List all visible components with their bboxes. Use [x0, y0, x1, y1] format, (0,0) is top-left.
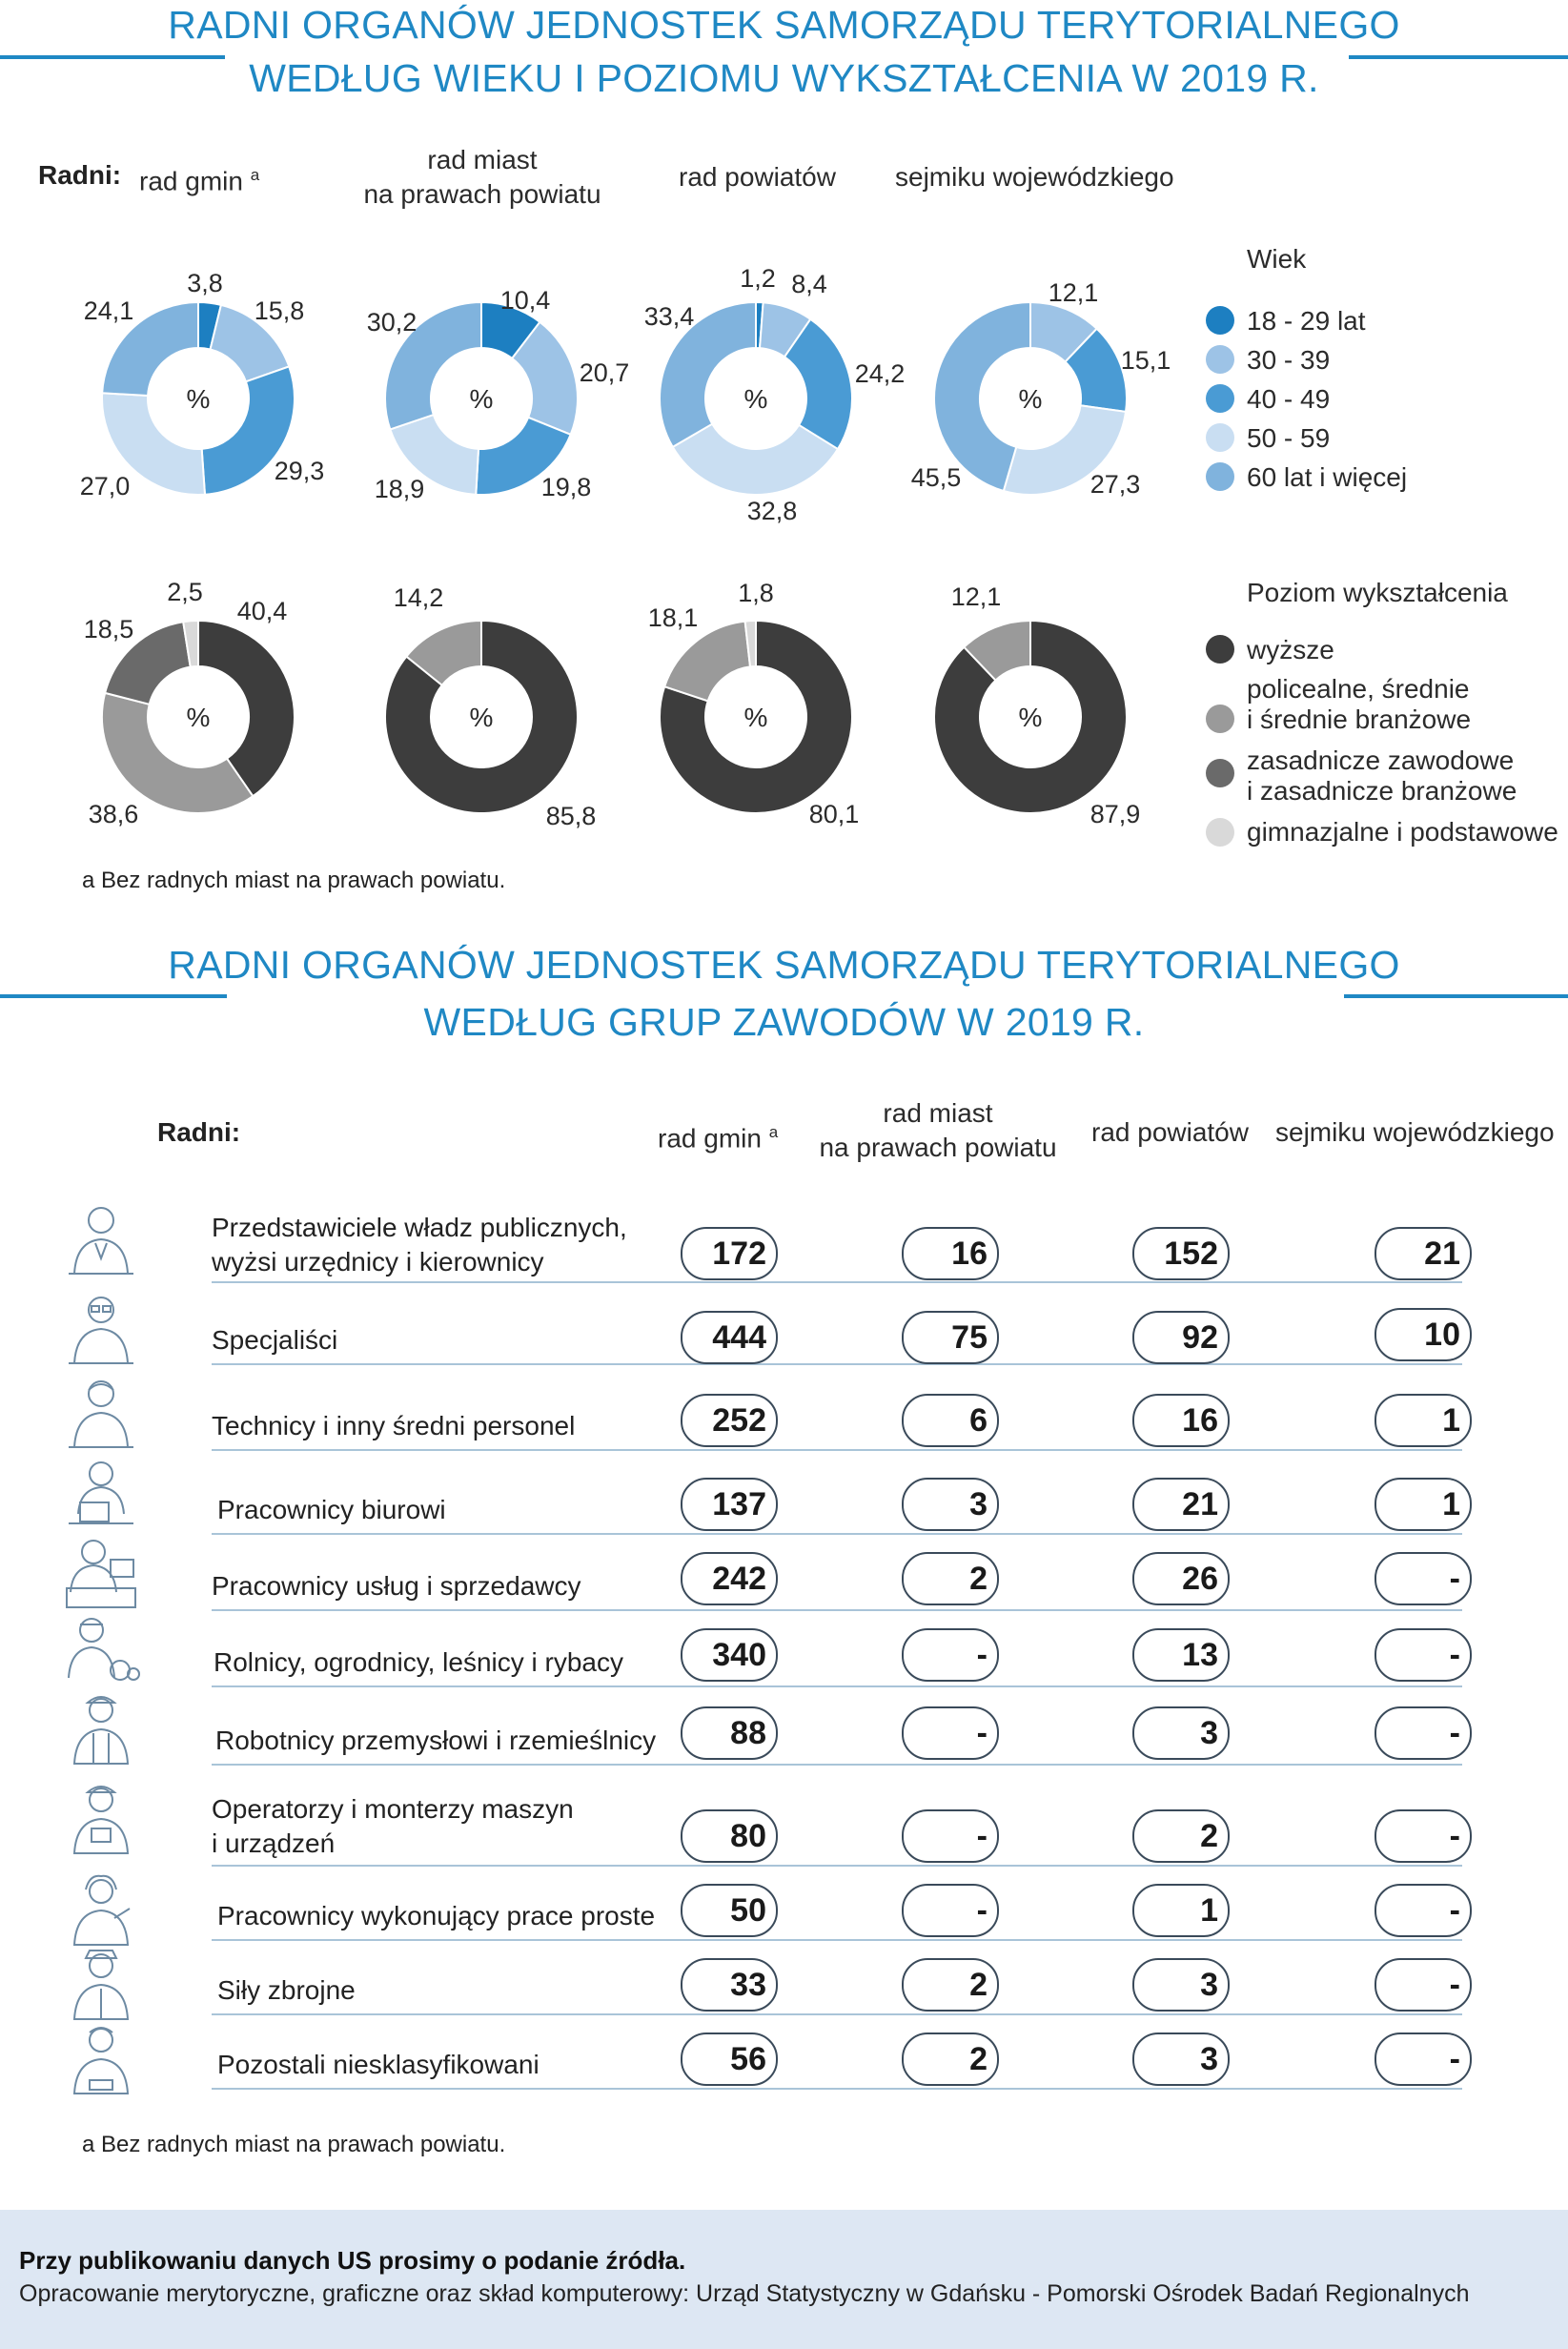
edu-slice-rad-powiatow-1 [664, 622, 750, 702]
row-divider [212, 1865, 1462, 1867]
value-rad-gmin: 33 [681, 1958, 778, 2012]
row-divider [212, 1609, 1462, 1611]
occ-col-header-rad-powiatow: rad powiatów [1091, 1117, 1249, 1147]
age-value-label-rad-powiatow-4: 33,4 [643, 302, 695, 331]
edu-legend-label-zasadnicze-1: zasadnicze zawodowe [1247, 746, 1515, 775]
value-rad-miast: - [902, 1884, 999, 1937]
age-value-label-rad-miast-1: 20,7 [579, 358, 630, 387]
section1-title-line1: RADNI ORGANÓW JEDNOSTEK SAMORZĄDU TERYTORIALNEGO [168, 3, 1400, 47]
occ-label-6: Robotnicy przemysłowi i rzemieślnicy [215, 1726, 657, 1755]
occ-label-7b: i urządzeń [212, 1828, 336, 1858]
row-divider [212, 1764, 1462, 1766]
age-center-label-sejmiku: % [1018, 384, 1043, 414]
edu-value-label-rad-gmin-3: 2,5 [167, 578, 203, 606]
value-rad-powiatow: 1 [1132, 1884, 1230, 1937]
occ-col-header-rad-miast-line1: rad miast [883, 1098, 993, 1128]
value-rad-gmin: 80 [681, 1809, 778, 1863]
value-rad-miast: 6 [902, 1394, 999, 1447]
occ-col-header-rad-gmin-text: rad gmin [658, 1123, 762, 1154]
age-legend-dot-50-59 [1206, 423, 1234, 452]
value-rad-miast: 2 [902, 1552, 999, 1605]
occ-col-header-rad-gmin-sup: a [768, 1123, 779, 1141]
edu-center-label-rad-powiatow: % [743, 703, 768, 732]
age-value-label-rad-powiatow-0: 1,2 [740, 264, 776, 293]
occ-label-3: Pracownicy biurowi [217, 1495, 446, 1524]
value-rad-gmin: 137 [681, 1478, 778, 1531]
value-rad-miast: - [902, 1628, 999, 1682]
col-header-sejmiku: sejmiku wojewódzkiego [895, 162, 1174, 192]
value-sejmiku: - [1375, 1628, 1472, 1682]
age-legend-label-18-29: 18 - 29 lat [1247, 306, 1366, 336]
col-header-rad-miast-line1: rad miast [427, 145, 538, 174]
radni-label: Radni: [38, 160, 122, 190]
edu-value-label-sejmiku-1: 12,1 [950, 582, 1002, 611]
age-center-label-rad-miast: % [469, 384, 494, 414]
row-divider [212, 1363, 1462, 1365]
age-legend-title: Wiek [1247, 244, 1307, 274]
technician-person-icon [61, 1373, 141, 1449]
edu-value-label-rad-gmin-0: 40,4 [236, 597, 288, 625]
age-value-label-rad-miast-4: 30,2 [366, 308, 417, 337]
edu-legend-title: Poziom wykształcenia [1247, 578, 1508, 607]
value-sejmiku: 1 [1375, 1394, 1472, 1447]
age-legend-dot-30-39 [1206, 345, 1234, 374]
occ-label-8: Pracownicy wykonujący prace proste [217, 1901, 656, 1930]
section1-footnote: a Bez radnych miast na prawach powiatu. [82, 868, 506, 893]
occ-label-4: Pracownicy usług i sprzedawcy [212, 1571, 581, 1601]
edu-legend-label-gimnazjalne: gimnazjalne i podstawowe [1247, 817, 1558, 847]
value-rad-miast: - [902, 1706, 999, 1760]
edu-legend-label-policealne-2: i średnie branżowe [1247, 705, 1472, 734]
age-value-label-sejmiku-2: 15,1 [1120, 346, 1171, 375]
age-legend-dot-40-49 [1206, 384, 1234, 413]
occ-col-header-rad-miast [814, 1096, 1062, 1165]
age-legend-label-50-59: 50 - 59 [1247, 423, 1331, 453]
col-header-rad-powiatow: rad powiatów [679, 162, 836, 192]
row-divider [212, 2088, 1462, 2090]
soldier-icon [61, 1945, 141, 2021]
value-rad-powiatow: 3 [1132, 1958, 1230, 2012]
age-value-label-sejmiku-1: 12,1 [1048, 278, 1099, 307]
craftsman-icon [61, 1689, 141, 1766]
value-sejmiku: - [1375, 2032, 1472, 2086]
edu-legend-label-zasadnicze-2: i zasadnicze branżowe [1247, 776, 1517, 806]
value-rad-gmin: 88 [681, 1706, 778, 1760]
age-value-label-rad-miast-3: 18,9 [374, 475, 425, 503]
value-rad-miast: 2 [902, 1958, 999, 2012]
occ-col-header-rad-miast-line2: na prawach powiatu [819, 1133, 1057, 1162]
value-sejmiku: - [1375, 1552, 1472, 1605]
occ-label-0a: Przedstawiciele władz publicznych, [212, 1213, 627, 1242]
section2-title-line1: RADNI ORGANÓW JEDNOSTEK SAMORZĄDU TERYTORIALNEGO [168, 943, 1400, 987]
value-rad-gmin: 340 [681, 1628, 778, 1682]
age-value-label-rad-gmin-1: 15,8 [254, 296, 305, 325]
edu-value-label-rad-powiatow-0: 80,1 [808, 800, 860, 828]
edu-value-label-rad-miast-1: 14,2 [393, 583, 444, 612]
edu-legend-label-policealne-1: policealne, średnie [1247, 674, 1470, 704]
col-header-rad-miast-line2: na prawach powiatu [363, 179, 601, 209]
footer-line1: Przy publikowaniu danych US prosimy o podanie źródła. [19, 2246, 686, 2275]
value-rad-powiatow: 2 [1132, 1809, 1230, 1863]
value-rad-miast: 2 [902, 2032, 999, 2086]
machine-operator-icon [61, 1779, 141, 1855]
edu-value-label-rad-powiatow-1: 18,1 [647, 603, 699, 632]
section2-title-line2: WEDŁUG GRUP ZAWODÓW W 2019 R. [423, 1000, 1145, 1044]
edu-legend-dot-gimnazjalne [1206, 818, 1234, 847]
edu-value-label-rad-gmin-1: 38,6 [88, 800, 139, 828]
age-value-label-rad-powiatow-2: 24,2 [854, 359, 906, 388]
edu-center-label-rad-gmin: % [186, 703, 211, 732]
row-divider [212, 2013, 1462, 2015]
value-rad-powiatow: 3 [1132, 2032, 1230, 2086]
official-person-icon [61, 1199, 141, 1276]
age-value-label-rad-gmin-4: 24,1 [83, 296, 134, 325]
age-center-label-rad-powiatow: % [743, 384, 768, 414]
age-value-label-rad-miast-2: 19,8 [540, 473, 592, 501]
footer-line2: Opracowanie merytoryczne, graficzne oraz skład komputerowy: Urząd Statystyczny w Gdańsku - Pomorski Ośrodek Badań Regionalnych [19, 2280, 1470, 2307]
occ-label-9: Siły zbrojne [217, 1975, 356, 2005]
other-person-icon [61, 2019, 141, 2095]
edu-value-label-sejmiku-0: 87,9 [1089, 800, 1141, 828]
age-center-label-rad-gmin: % [186, 384, 211, 414]
value-rad-powiatow: 152 [1132, 1227, 1230, 1280]
edu-legend-dot-wyzsze [1206, 635, 1234, 664]
value-sejmiku: - [1375, 1706, 1472, 1760]
age-value-label-rad-gmin-0: 3,8 [187, 269, 223, 297]
value-rad-powiatow: 13 [1132, 1628, 1230, 1682]
farmer-icon [61, 1611, 141, 1687]
value-rad-gmin: 56 [681, 2032, 778, 2086]
simple-worker-icon [61, 1870, 141, 1947]
edu-slice-rad-gmin-1 [102, 693, 253, 813]
value-rad-miast: - [902, 1809, 999, 1863]
edu-center-label-rad-miast: % [469, 703, 494, 732]
value-rad-gmin: 50 [681, 1884, 778, 1937]
value-rad-miast: 75 [902, 1311, 999, 1364]
row-divider [212, 1281, 1462, 1283]
value-rad-gmin: 444 [681, 1311, 778, 1364]
value-sejmiku: - [1375, 1958, 1472, 2012]
value-sejmiku: 1 [1375, 1478, 1472, 1531]
age-slice-rad-powiatow-3 [673, 424, 838, 495]
age-legend-dot-18-29 [1206, 306, 1234, 335]
row-divider [212, 1533, 1462, 1535]
edu-center-label-sejmiku: % [1018, 703, 1043, 732]
occ-label-10: Pozostali niesklasyfikowani [217, 2050, 540, 2079]
occ-label-1: Specjaliści [212, 1325, 338, 1355]
value-sejmiku: - [1375, 1809, 1472, 1863]
row-divider [212, 1939, 1462, 1941]
age-value-label-rad-miast-0: 10,4 [499, 286, 551, 315]
edu-value-label-rad-gmin-2: 18,5 [83, 615, 134, 643]
edu-value-label-rad-powiatow-3: 1,8 [738, 579, 774, 607]
specialist-person-icon [61, 1289, 141, 1365]
value-sejmiku: 21 [1375, 1227, 1472, 1280]
edu-value-label-rad-miast-0: 85,8 [545, 802, 597, 830]
occ-col-header-rad-gmin [658, 1115, 778, 1155]
age-value-label-rad-gmin-2: 29,3 [274, 457, 325, 485]
sales-worker-icon [61, 1535, 141, 1611]
age-legend-label-30-39: 30 - 39 [1247, 345, 1331, 375]
occ-col-header-sejmiku: sejmiku wojewódzkiego [1275, 1117, 1555, 1147]
value-rad-powiatow: 26 [1132, 1552, 1230, 1605]
value-rad-powiatow: 3 [1132, 1706, 1230, 1760]
age-legend-label-40-49: 40 - 49 [1247, 384, 1331, 414]
value-sejmiku: 10 [1375, 1308, 1472, 1361]
col-header-rad-gmin-sup: a [250, 166, 260, 184]
radni-label-2: Radni: [157, 1117, 241, 1147]
age-legend-dot-60-plus [1206, 462, 1234, 491]
value-rad-gmin: 172 [681, 1227, 778, 1280]
row-divider [212, 1685, 1462, 1687]
value-rad-powiatow: 16 [1132, 1394, 1230, 1447]
edu-legend-label-wyzsze: wyższe [1247, 635, 1334, 664]
value-rad-gmin: 242 [681, 1552, 778, 1605]
value-rad-miast: 3 [902, 1478, 999, 1531]
occ-label-7a: Operatorzy i monterzy maszyn [212, 1794, 574, 1824]
section2-footnote: a Bez radnych miast na prawach powiatu. [82, 2132, 506, 2157]
occ-label-0b: wyżsi urzędnicy i kierownicy [212, 1247, 544, 1277]
age-value-label-rad-gmin-3: 27,0 [79, 472, 131, 500]
occ-label-5: Rolnicy, ogrodnicy, leśnicy i rybacy [214, 1647, 624, 1677]
edu-legend-dot-policealne [1206, 705, 1234, 733]
value-sejmiku: - [1375, 1884, 1472, 1937]
office-worker-icon [61, 1457, 141, 1533]
row-divider [212, 1449, 1462, 1451]
col-header-rad-gmin-text: rad gmin [139, 166, 243, 196]
age-value-label-sejmiku-3: 27,3 [1089, 470, 1141, 499]
age-value-label-rad-powiatow-1: 8,4 [791, 270, 827, 298]
value-rad-powiatow: 92 [1132, 1311, 1230, 1364]
value-rad-gmin: 252 [681, 1394, 778, 1447]
footer [0, 2210, 1568, 2349]
section1-title-line2: WEDŁUG WIEKU I POZIOMU WYKSZTAŁCENIA W 2019 R. [249, 56, 1319, 100]
occ-label-2: Technicy i inny średni personel [212, 1411, 576, 1440]
age-value-label-sejmiku-4: 45,5 [910, 463, 962, 492]
age-value-label-rad-powiatow-3: 32,8 [746, 497, 798, 525]
value-rad-powiatow: 21 [1132, 1478, 1230, 1531]
age-legend-label-60-plus: 60 lat i więcej [1247, 462, 1408, 492]
value-rad-miast: 16 [902, 1227, 999, 1280]
edu-legend-dot-zasadnicze [1206, 759, 1234, 787]
